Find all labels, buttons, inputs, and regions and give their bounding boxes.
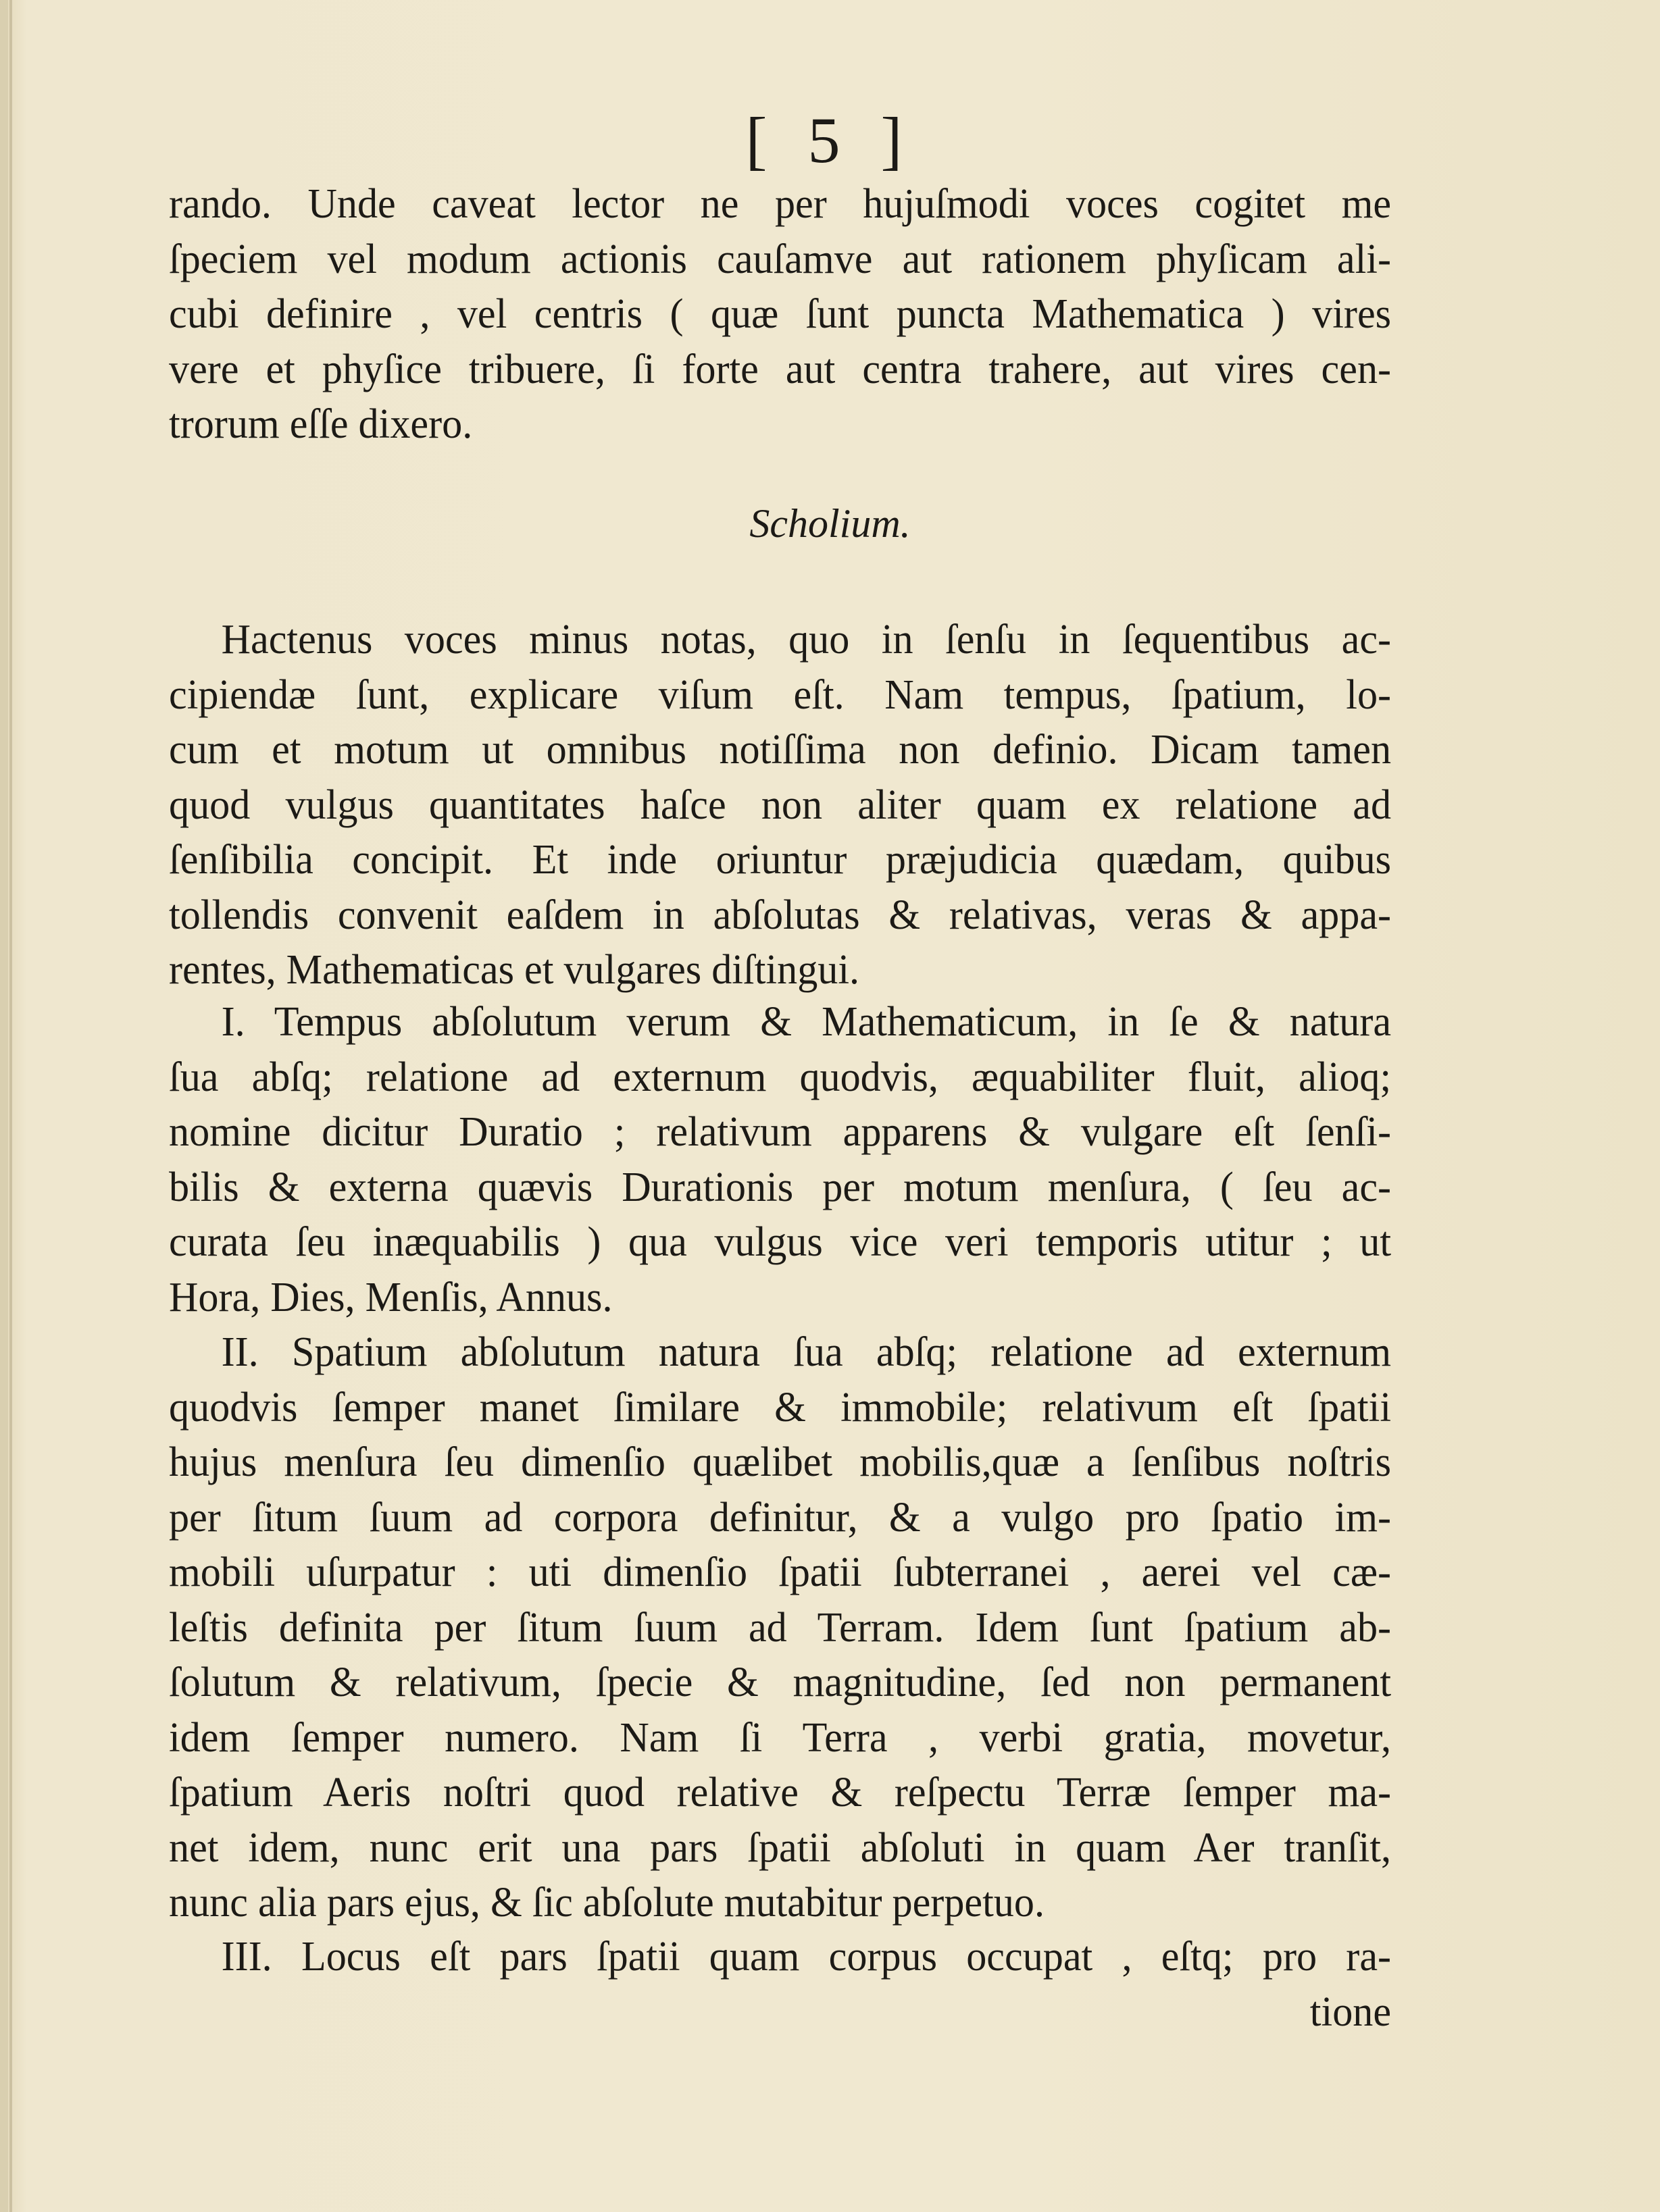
binding-shadow xyxy=(0,0,8,2212)
text-line: ſenſibilia concipit. Et inde oriuntur præjudicia quædam, quibus xyxy=(169,837,1392,883)
paragraph-scholium-intro xyxy=(169,613,1391,998)
text-line: nomine dicitur Duratio ; relativum apparens & vulgare eſt ſenſi- xyxy=(169,1109,1392,1155)
text-line: quodvis ſemper manet ſimilare & immobile; relativum eſt ſpatii xyxy=(169,1384,1392,1431)
text-line: II. Spatium abſolutum natura ſua abſq; relatione ad externum xyxy=(221,1329,1392,1375)
text-line: bilis & externa quævis Durationis per motum menſura, ( ſeu ac- xyxy=(169,1164,1392,1210)
text-line: mobili uſurpatur : uti dimenſio ſpatii ſubterranei , aerei vel cæ- xyxy=(169,1549,1392,1595)
text-line: ſua abſq; relatione ad externum quodvis, æquabiliter fluit, alioq; xyxy=(169,1054,1392,1100)
text-line: ſpatium Aeris noſtri quod relative & reſpectu Terræ ſemper ma- xyxy=(169,1770,1392,1816)
text-line: curata ſeu inæquabilis ) qua vulgus vice veri temporis utitur ; ut xyxy=(169,1219,1392,1265)
text-line: hujus menſura ſeu dimenſio quælibet mobilis,quæ a ſenſibus noſtris xyxy=(169,1439,1392,1485)
paragraph-definition-end xyxy=(169,177,1391,453)
text-line: cipiendæ ſunt, explicare viſum eſt. Nam tempus, ſpatium, lo- xyxy=(169,671,1392,718)
text-line: tollendis convenit eaſdem in abſolutas & relativas, veras & appa- xyxy=(169,892,1392,938)
text-line: net idem, nunc erit una pars ſpatii abſoluti in quam Aer tranſit, xyxy=(169,1824,1392,1871)
text-line: Hactenus voces minus notas, quo in ſenſu in ſequentibus ac- xyxy=(221,617,1392,663)
text-line: vere et phyſice tribuere, ſi forte aut centra trahere, aut vires cen- xyxy=(169,346,1392,392)
paragraph-locus xyxy=(169,1930,1391,2040)
page-number: [ 5 ] xyxy=(745,104,915,176)
text-line: cum et motum ut omnibus notiſſima non definio. Dicam tamen xyxy=(169,727,1392,773)
text-line: III. Locus eſt pars ſpatii quam corpus occupat , eſtq; pro ra- xyxy=(221,1934,1392,1980)
text-line: quod vulgus quantitates haſce non aliter quam ex relatione ad xyxy=(169,781,1392,828)
text-line: ſpeciem vel modum actionis cauſamve aut rationem phyſicam ali- xyxy=(169,236,1392,282)
text-line: idem ſemper numero. Nam ſi Terra , verbi gratia, movetur, xyxy=(169,1714,1392,1761)
text-line: Hora, Dies, Menſis, Annus. xyxy=(169,1274,613,1320)
text-line: per ſitum ſuum ad corpora definitur, & a vulgo pro ſpatio im- xyxy=(169,1494,1392,1541)
text-line: trorum eſſe dixero. xyxy=(169,401,473,447)
paragraph-tempus xyxy=(169,995,1391,1325)
text-line: ſolutum & relativum, ſpecie & magnitudine, ſed non permanent xyxy=(169,1660,1392,1705)
text-line: leſtis definita per ſitum ſuum ad Terram. Idem ſunt ſpatium ab- xyxy=(169,1604,1392,1651)
text-line: cubi definire , vel centris ( quæ ſunt puncta Mathematica ) vires xyxy=(169,291,1392,337)
section-heading-scholium: Scholium. xyxy=(749,501,911,546)
catchword: tione xyxy=(1309,1988,1392,2035)
paragraph-spatium xyxy=(169,1325,1391,1931)
text-line: rando. Unde caveat lector ne per hujuſmodi voces cogitet me xyxy=(169,181,1392,227)
binding-edge-line xyxy=(9,0,12,2212)
text-line: rentes, Mathematicas et vulgares diſtingui. xyxy=(169,947,860,993)
text-line: nunc alia pars ejus, & ſic abſolute mutabitur perpetuo. xyxy=(169,1880,1045,1926)
text-line: I. Tempus abſolutum verum & Mathematicum, in ſe & natura xyxy=(221,999,1392,1045)
